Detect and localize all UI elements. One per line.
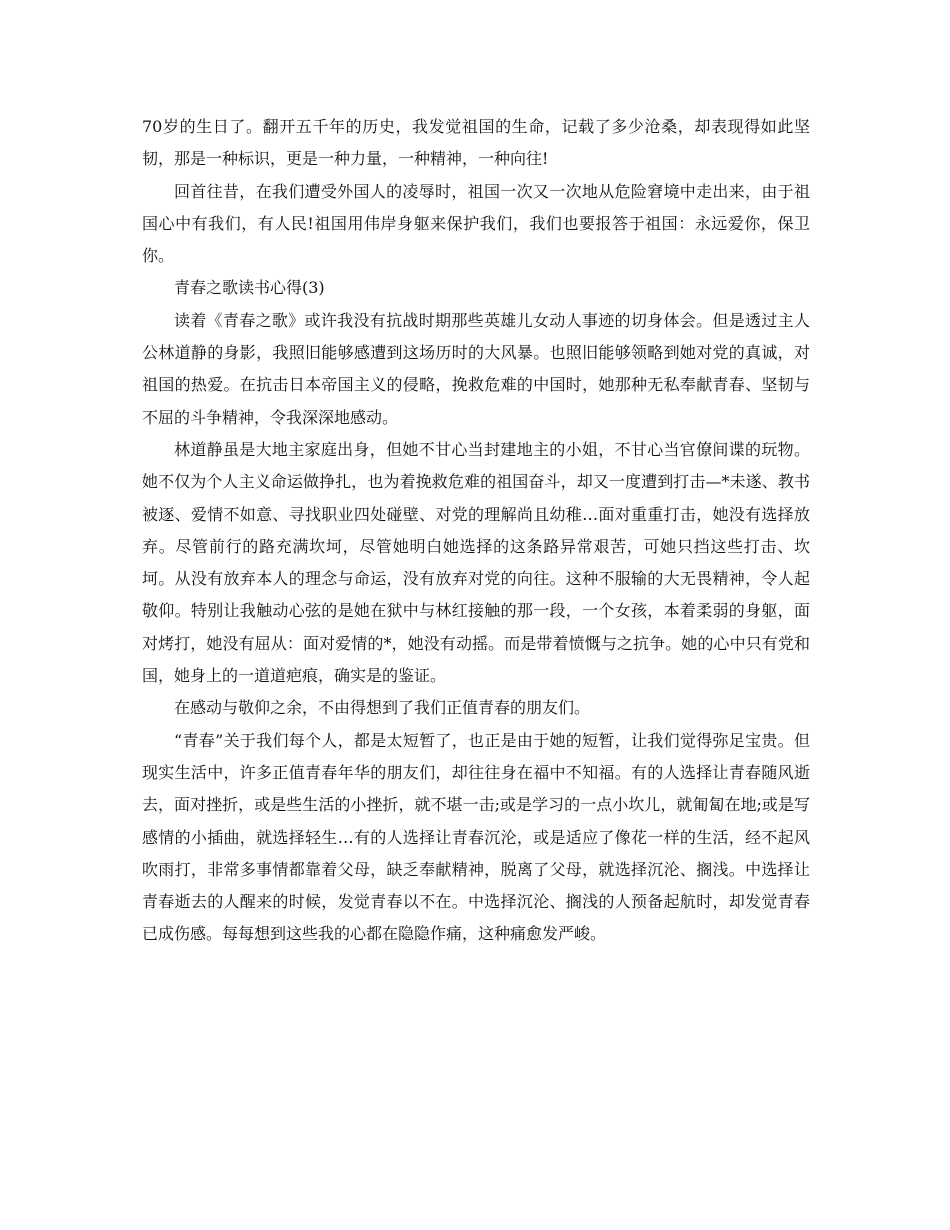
document-body — [142, 111, 810, 951]
paragraph-reflection: 在感动与敬仰之余，不由得想到了我们正值青春的朋友们。 — [174, 698, 591, 718]
paragraph-recall: 回首往昔，在我们遭受外国人的凌辱时，祖国一次又一次地从危险窘境中走出来，由于祖国心中有我们，有人民!祖国用伟岸身躯来保护我们，我们也要报答于祖国：永远爱你，保卫你。 — [142, 181, 810, 266]
paragraph-lin-daojing: 林道静虽是大地主家庭出身，但她不甘心当封建地主的小姐，不甘心当官僚间谍的玩物。她不仅为个人主义命运做挣扎，也为着挽救危难的祖国奋斗，却又一度遭到打击—*未遂、教书被逐、爱情不如意、寻找职业四处碰壁、对党的理解尚且幼稚…面对重重打击，她没有选择放弃。尽管前行的路充满坎坷，尽管她明白她选择的这条路异常艰苦，可她只挡这些打击、坎坷。从没有放弃本人的理念与命运，没有放弃对党的向往。这种不服输的大无畏精神，令人起敬仰。特别让我触动心弦的是她在狱中与林红接触的那一段，一个女孩，本着柔弱的身躯，面对烤打，她没有屈从：面对爱情的*，她没有动摇。而是带着愤慨与之抗争。她的心中只有党和国，她身上的一道道疤痕，确实是的鉴证。 — [142, 439, 810, 686]
paragraph-reading: 读着《青春之歌》或许我没有抗战时期那些英雄儿女动人事迹的切身体会。但是透过主人公林道静的身影，我照旧能够感遭到这场历时的大风暴。也照旧能够领略到她对党的真诚，对祖国的热爱。在抗击日本帝国主义的侵略，挽救危难的中国时，她那种无私奉献青春、坚韧与不屈的斗争精神，令我深深地感动。 — [142, 310, 810, 427]
paragraph-youth: “青春”关于我们每个人，都是太短暂了，也正是由于她的短暂，让我们觉得弥足宝贵。但现实生活中，许多正值青春年华的朋友们，却往往身在福中不知福。有的人选择让青春随风逝去，面对挫折，或是些生活的小挫折，就不堪一击;或是学习的一点小坎儿，就匍匐在地;或是写感情的小插曲，就选择轻生…有的人选择让青春沉沦，或是适应了像花一样的生活，经不起风吹雨打，非常多事情都靠着父母，缺乏奉献精神，脱离了父母，就选择沉沦、搁浅。中选择让青春逝去的人醒来的时候，发觉青春以不在。中选择沉沦、搁浅的人预备起航时，却发觉青春已成伤感。每每想到这些我的心都在隐隐作痛，这种痛愈发严峻。 — [142, 730, 810, 944]
section-heading: 青春之歌读书心得(3) — [174, 278, 325, 298]
paragraph-continuation: 70岁的生日了。翻开五千年的历史，我发觉祖国的生命，记载了多少沧桑，却表现得如此坚韧，那是一种标识，更是一种力量，一种精神，一种向往! — [142, 117, 810, 169]
